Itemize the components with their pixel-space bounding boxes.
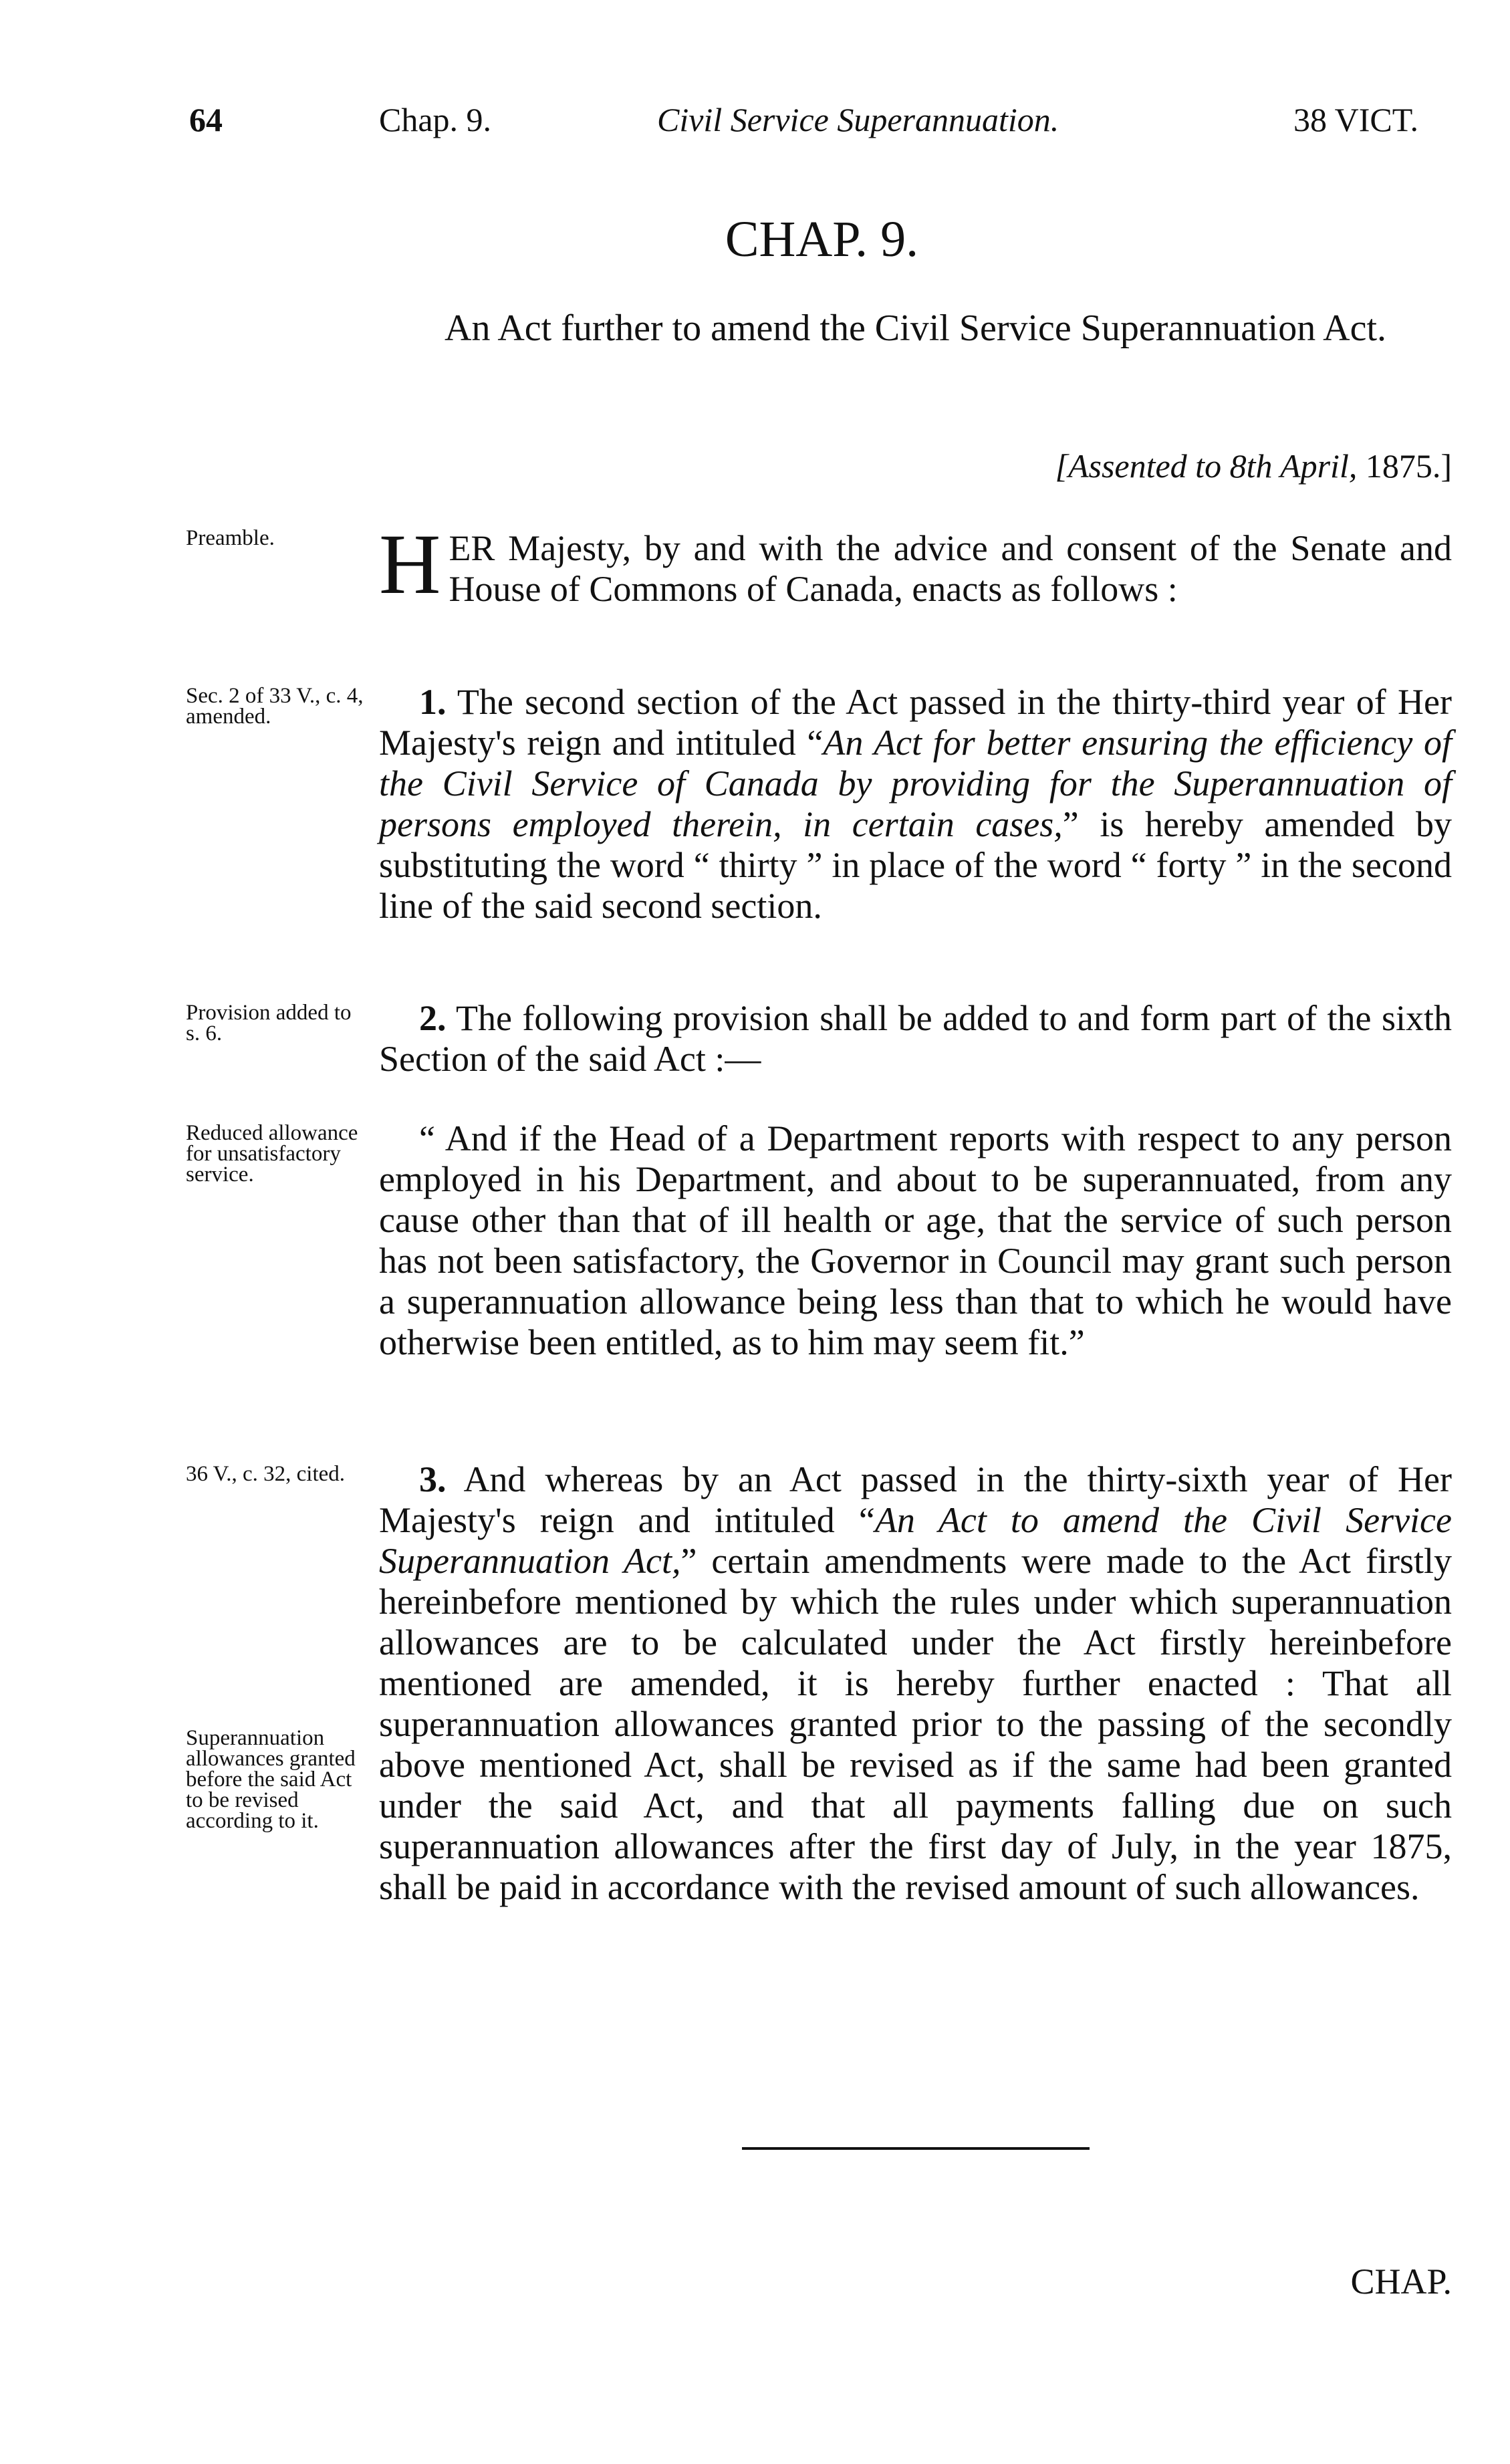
act-title: An Act further to amend the Civil Service Superannuation Act. xyxy=(445,307,1386,349)
chapter-heading: CHAP. 9. xyxy=(725,211,919,267)
section-1-paragraph xyxy=(379,682,1452,927)
section-1-text-a: The second section of the Act passed in the thirty-third year of Her Majesty's reign and intituled “ xyxy=(379,682,1452,763)
section-2-number: 2. xyxy=(419,998,447,1038)
margin-note-preamble: Preamble. xyxy=(186,526,275,550)
section-1-italic-title: An Act for better ensuring the efficiency of the Civil Service of Canada by providing for the Superannuation of persons employed therein, in certain cases, xyxy=(379,723,1453,844)
section-3-number: 3. xyxy=(419,1459,447,1499)
end-rule xyxy=(742,2147,1090,2150)
section-3-italic-title: An Act to amend the Civil Service Superannuation Act, xyxy=(379,1500,1452,1581)
page-number: 64 xyxy=(189,101,223,138)
section-3-paragraph xyxy=(379,1459,1452,1908)
running-title: Civil Service Superannuation. xyxy=(657,101,1059,138)
margin-note-revised: Superannuation allowances granted before the said Act to be revised according to it. xyxy=(186,1726,356,1833)
assent-prefix: [Assented to 8th April, xyxy=(1055,447,1358,485)
quoted-provision: “ And if the Head of a Department reports with respect to any person employed in his Department, and about to be superannuated, from any cause other than that of ill health or age, that the service of such person has not been satisfactory, the Governor in Council may grant such person a superannuation allowance being less than that to which he would have otherwise been entitled, as to him may seem fit.” xyxy=(379,1118,1452,1362)
catchword: CHAP. xyxy=(1350,2261,1452,2302)
regnal-year: 38 VICT. xyxy=(1293,101,1419,138)
margin-note-section-1: Sec. 2 of 33 V., c. 4, amended. xyxy=(186,684,364,729)
section-2-paragraph xyxy=(379,998,1452,1080)
margin-note-cited: 36 V., c. 32, cited. xyxy=(186,1462,346,1486)
assent-year: 1875.] xyxy=(1365,447,1452,485)
preamble-paragraph xyxy=(379,517,1452,612)
drop-cap: H xyxy=(379,517,441,612)
assent-date xyxy=(1055,447,1452,485)
section-3-text-a: And whereas by an Act passed in the thirty-sixth year of Her Majesty's reign and intituled “ xyxy=(379,1459,1452,1540)
section-2-text: The following provision shall be added to and form part of the sixth Section of the said Act :— xyxy=(379,998,1452,1079)
preamble-text: ER Majesty, by and with the advice and consent of the Senate and House of Commons of Canada, enacts as follows : xyxy=(449,528,1452,609)
section-1-number: 1. xyxy=(419,682,447,722)
running-chapter: Chap. 9. xyxy=(379,101,492,138)
margin-note-reduced-allowance: Reduced allowance for unsatisfactory service. xyxy=(186,1121,358,1187)
section-1-text-b: ” is hereby amended by substituting the word “ thirty ” in place of the word “ forty ” in the second line of the said second section. xyxy=(379,804,1453,926)
section-3-text-b: ” certain amendments were made to the Act firstly hereinbefore mentioned by which the rules under which superannuation allowances are to be calculated under the Act firstly hereinbefore mentioned are amended, it is hereby further enacted : That all superannuation allowances granted prior to the passing of the secondly above mentioned Act, shall be revised as if the same had been granted under the said Act, and that all payments falling due on such superannuation allowances after the first day of July, in the year 1875, shall be paid in accordance with the revised amount of such allowances. xyxy=(379,1541,1453,1907)
margin-note-section-2: Provision added to s. 6. xyxy=(186,1001,352,1045)
